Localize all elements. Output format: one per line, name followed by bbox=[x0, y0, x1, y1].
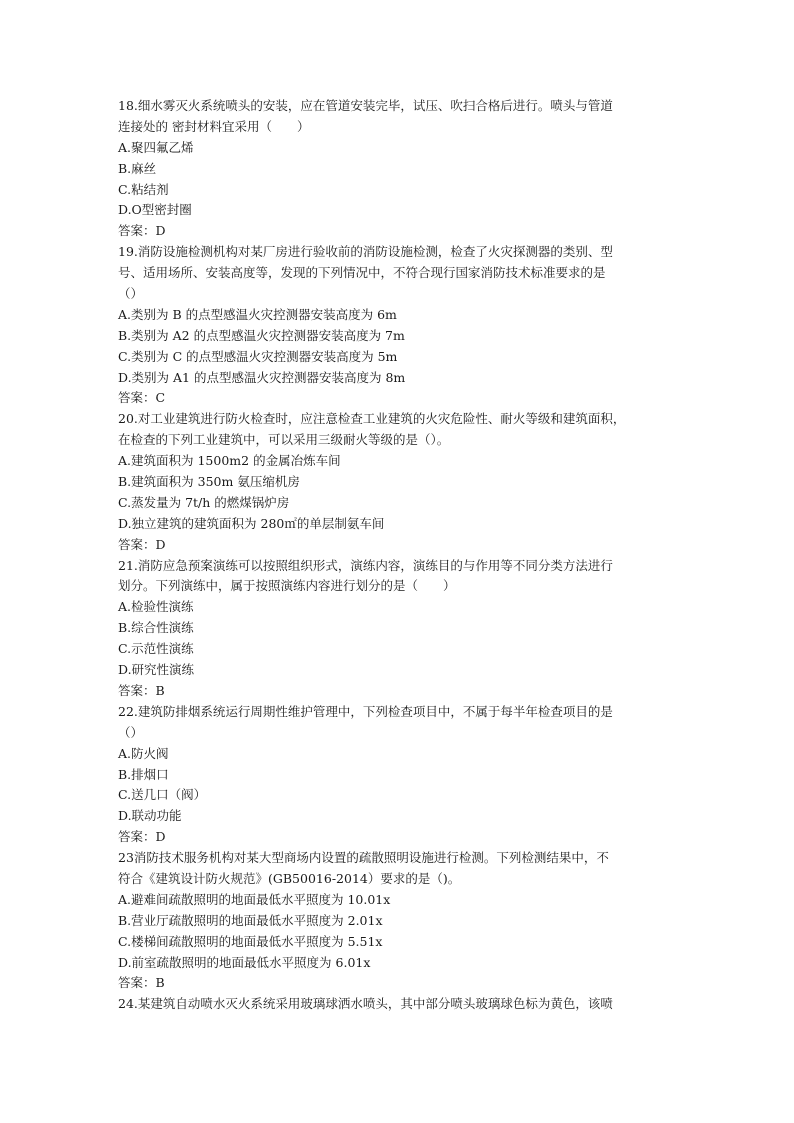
answer: 答案：C bbox=[118, 390, 166, 406]
question-23 bbox=[118, 848, 688, 994]
option-d: D.类别为 A1 的点型感温火灾控测器安装高度为 8m bbox=[118, 369, 406, 385]
answer: 答案：B bbox=[118, 975, 165, 991]
option-d: D.O型密封圈 bbox=[118, 202, 192, 218]
question-stem-line: （） bbox=[118, 286, 144, 302]
option-c: C.送几口（阀） bbox=[118, 787, 207, 803]
option-b: B.麻丝 bbox=[118, 160, 157, 176]
answer: 答案：D bbox=[118, 829, 166, 845]
option-b: B.排烟口 bbox=[118, 766, 169, 782]
option-a: A.建筑面积为 1500m2 的金属冶炼车间 bbox=[118, 453, 341, 469]
question-stem-line: 22.建筑防排烟系统运行周期性维护管理中，下列检查项目中，不属于每半年检查项目的是 bbox=[118, 703, 613, 719]
option-b: B.类别为 A2 的点型感温火灾控测器安装高度为 7m bbox=[118, 327, 405, 343]
option-d: D.联动功能 bbox=[118, 808, 182, 824]
question-stem-line: 在检查的下列工业建筑中，可以采用三级耐火等级的是（）。 bbox=[118, 432, 450, 448]
option-c: C.粘结剂 bbox=[118, 181, 169, 197]
option-b: B.营业厅疏散照明的地面最低水平照度为 2.01x bbox=[118, 912, 383, 928]
question-stem-line: （） bbox=[118, 724, 144, 740]
answer: 答案：D bbox=[118, 536, 166, 552]
option-c: C.蒸发量为 7t/h 的燃煤锅炉房 bbox=[118, 494, 290, 510]
option-a: A.避难间疏散照明的地面最低水平照度为 10.01x bbox=[118, 891, 391, 907]
question-20 bbox=[118, 409, 688, 555]
option-a: A.聚四氟乙烯 bbox=[118, 139, 194, 155]
option-a: A.防火阀 bbox=[118, 745, 169, 761]
document-page bbox=[118, 96, 688, 1015]
question-stem-line: 23消防技术服务机构对某大型商场内设置的疏散照明设施进行检测。下列检测结果中，不 bbox=[118, 850, 609, 866]
question-stem-line: 符合《建筑设计防火规范》(GB50016-2014）要求的是（)。 bbox=[118, 870, 461, 886]
question-19 bbox=[118, 242, 688, 409]
option-b: B.建筑面积为 350m 氨压缩机房 bbox=[118, 474, 300, 490]
option-d: D.研究性演练 bbox=[118, 662, 195, 678]
option-c: C.楼梯间疏散照明的地面最低水平照度为 5.51x bbox=[118, 933, 383, 949]
question-18 bbox=[118, 96, 688, 242]
answer: 答案：B bbox=[118, 682, 165, 698]
option-b: B.综合性演练 bbox=[118, 620, 194, 636]
question-22 bbox=[118, 702, 688, 848]
question-stem-line: 18.细水雾灭火系统喷头的安装，应在管道安装完毕，试压、吹扫合格后进行。喷头与管道 bbox=[118, 98, 613, 113]
option-d: D.前室疏散照明的地面最低水平照度为 6.01x bbox=[118, 954, 371, 970]
question-stem-line: 19.消防设施检测机构对某厂房进行验收前的消防设施检测，检查了火灾探测器的类别、型 bbox=[118, 244, 613, 260]
option-d: D.独立建筑的建筑面积为 280㎡的单层制氨车间 bbox=[118, 515, 385, 531]
question-stem-line: 21.消防应急预案演练可以按照组织形式，演练内容，演练目的与作用等不同分类方法进行 bbox=[118, 557, 613, 573]
option-a: A.检验性演练 bbox=[118, 599, 194, 615]
question-stem-line: 24.某建筑自动喷水灭火系统采用玻璃球洒水喷头，其中部分喷头玻璃球色标为黄色，该喷 bbox=[118, 996, 613, 1012]
option-c: C.示范性演练 bbox=[118, 641, 194, 657]
question-stem-line: 连接处的 密封材料宜采用（ ） bbox=[118, 118, 310, 134]
question-24 bbox=[118, 994, 688, 1015]
question-stem-line: 20.对工业建筑进行防火检查时，应注意检查工业建筑的火灾危险性、耐火等级和建筑面积， bbox=[118, 411, 626, 427]
option-c: C.类别为 C 的点型感温火灾控测器安装高度为 5m bbox=[118, 348, 398, 364]
option-a: A.类别为 B 的点型感温火灾控测器安装高度为 6m bbox=[118, 306, 397, 322]
question-21 bbox=[118, 556, 688, 702]
answer: 答案：D bbox=[118, 223, 166, 239]
question-stem-line: 号、适用场所、安装高度等，发现的下列情况中，不符合现行国家消防技术标准要求的是 bbox=[118, 265, 606, 281]
question-stem-line: 划分。下列演练中，属于按照演练内容进行划分的是（ ） bbox=[118, 578, 456, 594]
